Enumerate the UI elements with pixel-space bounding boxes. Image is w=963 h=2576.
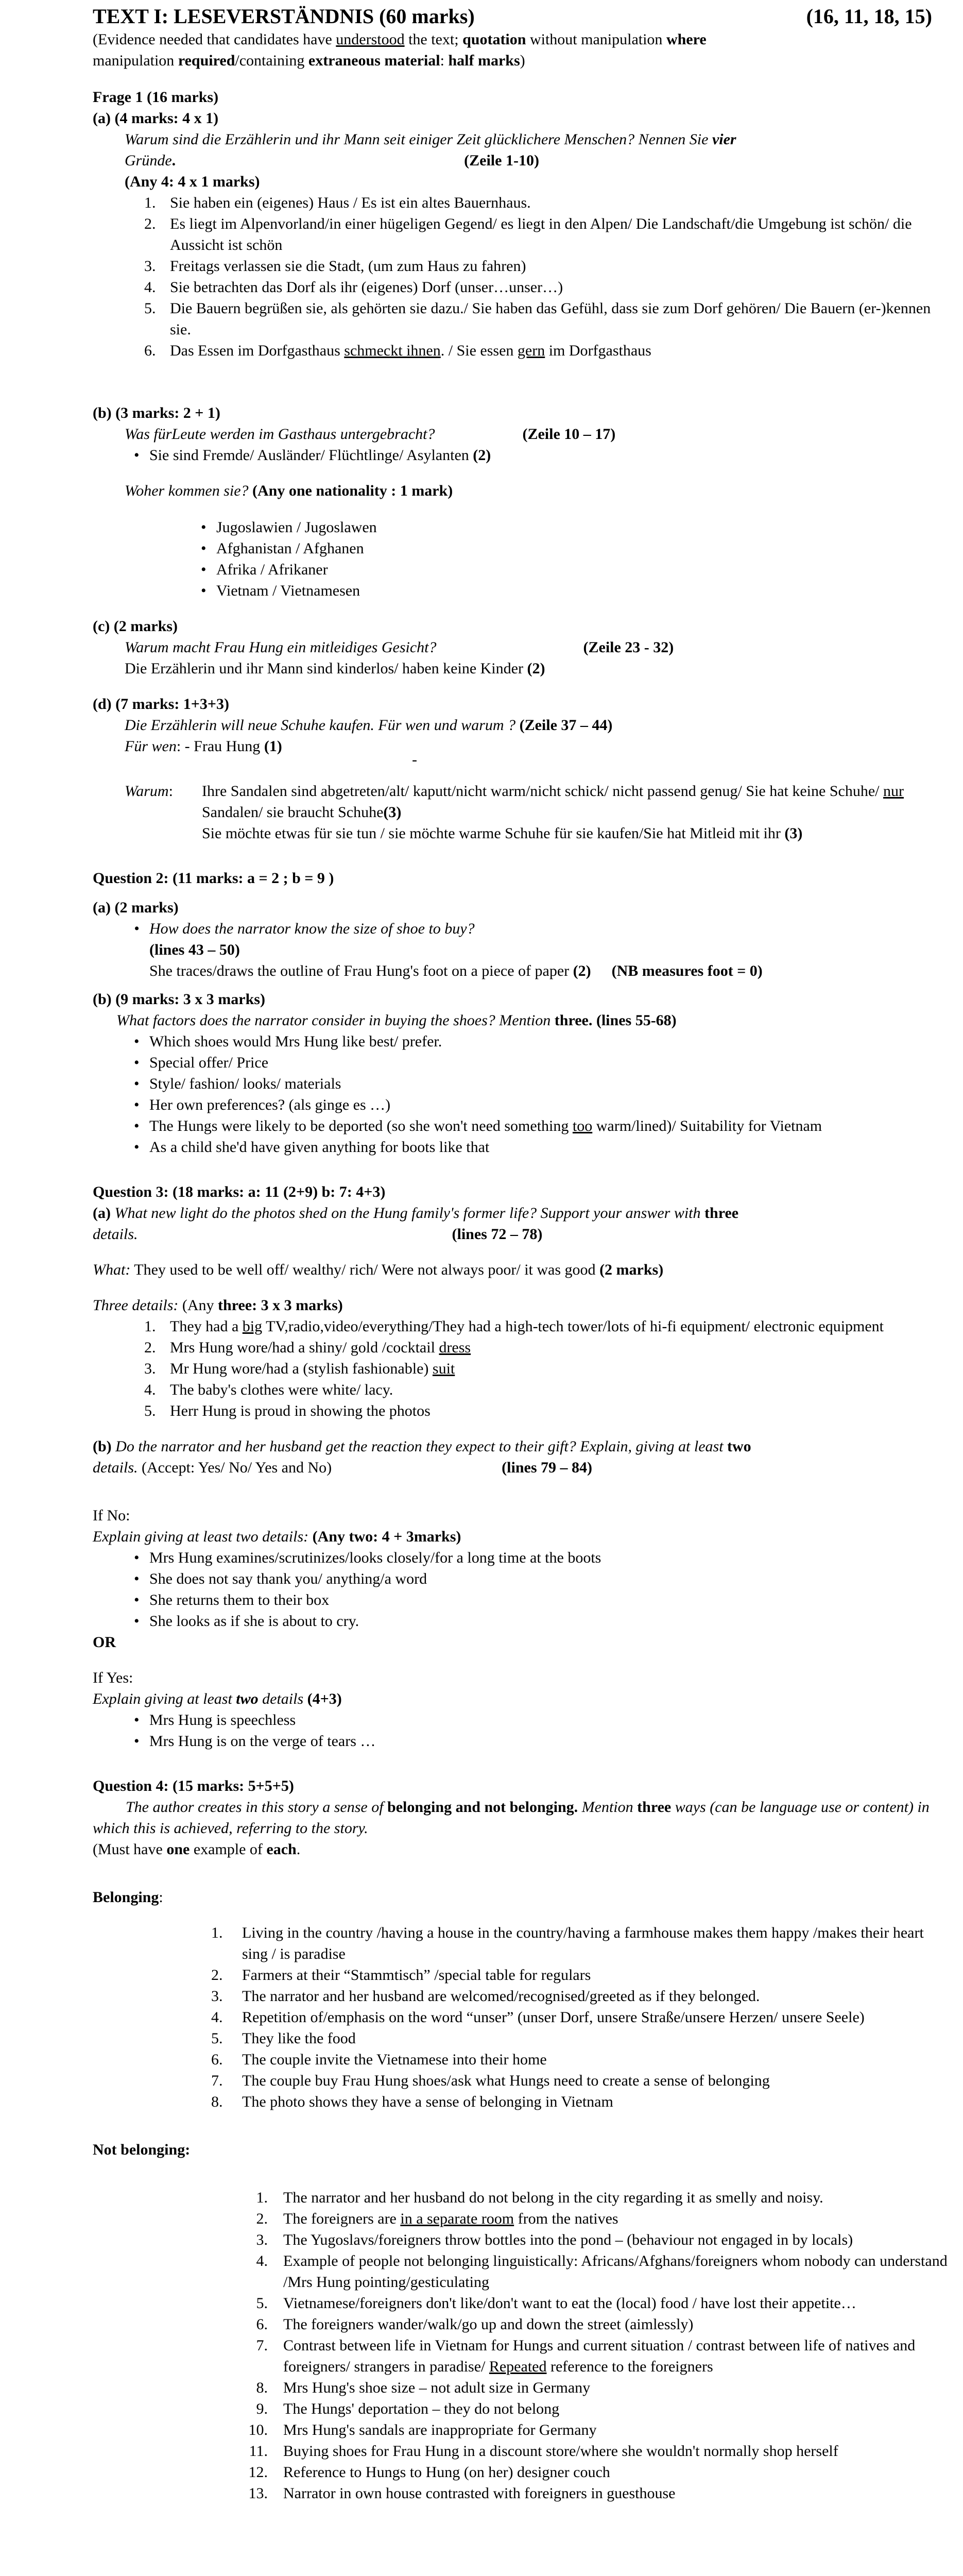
question-3b-no-answers [82,1547,948,1632]
question-2b-question: What factors does the narrator consider in buying the shoes? Mention three. (lines 55-68) [116,1012,677,1029]
list-item: • Mrs Hung examines/scrutinizes/looks closely/for a long time at the boots [82,1547,948,1568]
question-3b-no-explain: Explain giving at least two details: (Any two: 4 + 3marks) [93,1528,461,1545]
list-item: 1. The narrator and her husband do not belong in the city regarding it as smelly and noisy. [256,2189,823,2206]
list-item: 2. Farmers at their “Stammtisch” /special table for regulars [211,1967,591,1984]
not-belonging-list [93,2187,948,2504]
question-4-question: The author creates in this story a sense of belonging and not belonging. Mention three ways (can be language use or content) in which this is achieved, referring to the story. [93,1799,930,1837]
list-item: 1. Sie haben ein (eigenes) Haus / Es ist ein altes Bauernhaus. [144,194,531,211]
frage-1b-nationalities [93,517,948,601]
question-3-heading: Question 3: (18 marks: a: 11 (2+9) b: 7: 4+3) [93,1183,386,1200]
belonging-list [93,1922,948,2112]
question-2a-question [82,918,948,939]
belonging-heading: Belonging: [93,1889,163,1906]
list-item: 2. The foreigners are in a separate room from the natives [256,2210,618,2227]
question-4-must-have: (Must have one example of each. [93,1841,301,1858]
list-item: 3. The narrator and her husband are welcomed/recognised/greeted as if they belonged. [211,1988,760,2005]
list-item: 4. Sie betrachten das Dorf als ihr (eigenes) Dorf (unser…unser…) [144,279,563,296]
document-header [93,4,948,29]
frage-1b-question-2: Woher kommen sie? (Any one nationality : 1 mark) [125,482,453,499]
marking-scheme-page [93,4,948,2504]
list-item: 5. They like the food [211,2030,356,2047]
frage-1c-label: (c) (2 marks) [93,618,178,635]
frage-1d-warum: Warum: Ihre Sandalen sind abgetreten/alt/ kaputt/nicht warm/nicht schick/ nicht passend genug/ Sie hat keine Schuhe/ nur Sandalen/ sie braucht Schuhe(3) Sie möchte etwas für sie tun / sie möchte warme Schuhe für sie kaufen/Sie hat Mitleid mit ihr (3) [125,783,904,842]
list-item: • Mrs Hung is speechless [82,1709,948,1731]
list-item: 6. The couple invite the Vietnamese into their home [211,2051,547,2068]
question-3a-question: (a) What new light do the photos shed on the Hung family's former life? Support your answer with three details. (lines 72 – 78) [93,1205,739,1243]
list-item: • Vietnam / Vietnamesen [93,580,948,601]
question-3b-if-yes: If Yes: [93,1669,133,1686]
question-3b-if-no: If No: [93,1507,130,1524]
list-item: 4. Repetition of/emphasis on the word “unser” (unser Dorf, unsere Straße/unsere Herzen/ unsere Seele) [211,2009,865,2026]
list-item: 6. The foreigners wander/walk/go up and down the street (aimlessly) [256,2316,694,2333]
list-item: • She does not say thank you/ anything/a word [82,1568,948,1589]
frage-1a-answers [93,192,948,361]
list-item: 6. Das Essen im Dorfgasthaus schmeckt ihnen. / Sie essen gern im Dorfgasthaus [144,342,651,359]
frage-1a-question: Warum sind die Erzählerin und ihr Mann seit einiger Zeit glücklichere Menschen? Nennen Sie vier Gründe. (Zeile 1-10) [125,131,736,169]
question-3 [93,1181,948,1752]
list-item: 2. Mrs Hung wore/had a shiny/ gold /cocktail dress [144,1339,471,1356]
frage-1d-question: Die Erzählerin will neue Schuhe kaufen. Für wen und warum ? (Zeile 37 – 44) [125,717,613,734]
question-4 [93,1775,948,2504]
frage-1c-question: Warum macht Frau Hung ein mitleidiges Gesicht? (Zeile 23 - 32) [125,639,674,656]
list-item: 3. The Yugoslavs/foreigners throw bottles into the pond – (behaviour not engaged in by locals) [256,2231,853,2248]
not-belonging-heading: Not belonging: [93,2141,191,2158]
frage-1b-question: Was fürLeute werden im Gasthaus untergebracht? (Zeile 10 – 17) [125,426,616,443]
list-item: 2. Es liegt im Alpenvorland/in einer hügeligen Gegend/ es liegt in den Alpen/ Die Landschaft/die Umgebung ist schön/ die Aussicht ist schön [144,215,912,253]
question-2b-answers [82,1031,948,1158]
question-3b-yes-explain: Explain giving at least two details (4+3) [93,1690,342,1707]
question-2a-answer: She traces/draws the outline of Frau Hung's foot on a piece of paper (2) (NB measures foot = 0) [149,962,763,979]
question-2b-label: (b) (9 marks: 3 x 3 marks) [93,991,265,1008]
list-item: 3. Mr Hung wore/had a (stylish fashionable) suit [144,1360,455,1377]
list-item: 5. Vietnamese/foreigners don't like/don't want to eat the (local) food / have lost their appetite… [256,2295,856,2312]
list-item: • The Hungs were likely to be deported (so she won't need something too warm/lined)/ Suitability for Vietnam [82,1115,948,1137]
list-item: • Sie sind Fremde/ Ausländer/ Flüchtlinge/ Asylanten (2) [82,445,948,466]
question-4-heading: Question 4: (15 marks: 5+5+5) [93,1777,294,1794]
list-item: 7. The couple buy Frau Hung shoes/ask what Hungs need to create a sense of belonging [211,2072,770,2089]
list-item: 3. Freitags verlassen sie die Stadt, (um zum Haus zu fahren) [144,258,526,275]
frage-1b-answer [82,445,948,466]
list-item: 9. The Hungs' deportation – they do not belong [256,2400,560,2417]
list-item: • Afghanistan / Afghanen [93,538,948,559]
document-title: TEXT I: LESEVERSTÄNDNIS (60 marks) [93,5,475,28]
frage-1a-any: (Any 4: 4 x 1 marks) [125,173,260,190]
list-item: 4. The baby's clothes were white/ lacy. [144,1381,393,1398]
list-item: 10. Mrs Hung's sandals are inappropriate for Germany [248,2421,597,2438]
total-marks-breakdown: (16, 11, 18, 15) [806,5,932,28]
frage-1d-fur-wen: Für wen: - Frau Hung (1) [125,738,282,755]
list-item: 11. Buying shoes for Frau Hung in a discount store/where she wouldn't normally shop herself [249,2443,838,2460]
question-3b-yes-answers [82,1709,948,1752]
frage-1-heading: Frage 1 (16 marks) [93,89,219,106]
list-item: 1. Living in the country /having a house in the country/having a farmhouse makes them happy /makes their heart sing / is paradise [211,1924,924,1962]
list-item: • As a child she'd have given anything for boots like that [82,1137,948,1158]
list-item: • Afrika / Afrikaner [93,559,948,580]
list-item: 12. Reference to Hungs to Hung (on her) designer couch [248,2464,610,2481]
frage-1 [93,87,948,844]
question-3b-or: OR [93,1634,116,1651]
question-2a-label: (a) (2 marks) [93,899,179,916]
question-2a-ref: (lines 43 – 50) [149,941,240,958]
list-item: • Which shoes would Mrs Hung like best/ prefer. [82,1031,948,1052]
list-item: 5. Die Bauern begrüßen sie, als gehörten sie dazu./ Sie haben das Gefühl, dass sie zum Dorf gehören/ Die Bauern (er-)kennen sie. [144,300,931,338]
list-item: 5. Herr Hung is proud in showing the photos [144,1402,431,1419]
list-item: 4. Example of people not belonging linguistically: Africans/Afghans/foreigners whom nobody can understand /Mrs Hung pointing/gesticulating [256,2252,948,2291]
question-3a-three-details: Three details: (Any three: 3 x 3 marks) [93,1297,343,1314]
question-2-heading: Question 2: (11 marks: a = 2 ; b = 9 ) [93,870,334,887]
list-item: 13. Narrator in own house contrasted with foreigners in guesthouse [248,2485,676,2502]
list-item: • She returns them to their box [82,1589,948,1611]
list-item: 8. Mrs Hung's shoe size – not adult size in Germany [256,2379,591,2396]
intro-note: (Evidence needed that candidates have understood the text; quotation without manipulation where manipulation required/containing extraneous material: half marks) [93,31,707,69]
list-item: • Jugoslawien / Jugoslawen [93,517,948,538]
list-item: • She looks as if she is about to cry. [82,1611,948,1632]
list-item: 8. The photo shows they have a sense of belonging in Vietnam [211,2093,613,2110]
list-item: • Style/ fashion/ looks/ materials [82,1073,948,1094]
list-item: 7. Contrast between life in Vietnam for Hungs and current situation / contrast between life of natives and foreigners/ strangers in paradise/ Repeated reference to the foreigners [256,2337,916,2375]
question-2 [93,868,948,1158]
list-item: 1. They had a big TV,radio,video/everything/They had a high-tech tower/lots of hi-fi equipment/ electronic equipment [144,1318,884,1335]
frage-1d-dash: - [412,751,417,768]
frage-1b-label: (b) (3 marks: 2 + 1) [93,404,220,421]
list-item: • Her own preferences? (als ginge es …) [82,1094,948,1115]
frage-1c-answer: Die Erzählerin und ihr Mann sind kinderlos/ haben keine Kinder (2) [125,660,545,677]
list-item: • How does the narrator know the size of shoe to buy? [82,918,948,939]
frage-1a-label: (a) (4 marks: 4 x 1) [93,110,219,127]
frage-1d-label: (d) (7 marks: 1+3+3) [93,696,229,713]
question-3a-what: What: They used to be well off/ wealthy/ rich/ Were not always poor/ it was good (2 marks) [93,1261,664,1278]
list-item: • Special offer/ Price [82,1052,948,1073]
question-3b-question: (b) Do the narrator and her husband get the reaction they expect to their gift? Explain, giving at least two details. (Accept: Yes/ No/ Yes and No) (lines 79 – 84) [93,1438,751,1476]
question-3a-details [93,1316,948,1421]
list-item: • Mrs Hung is on the verge of tears … [82,1731,948,1752]
